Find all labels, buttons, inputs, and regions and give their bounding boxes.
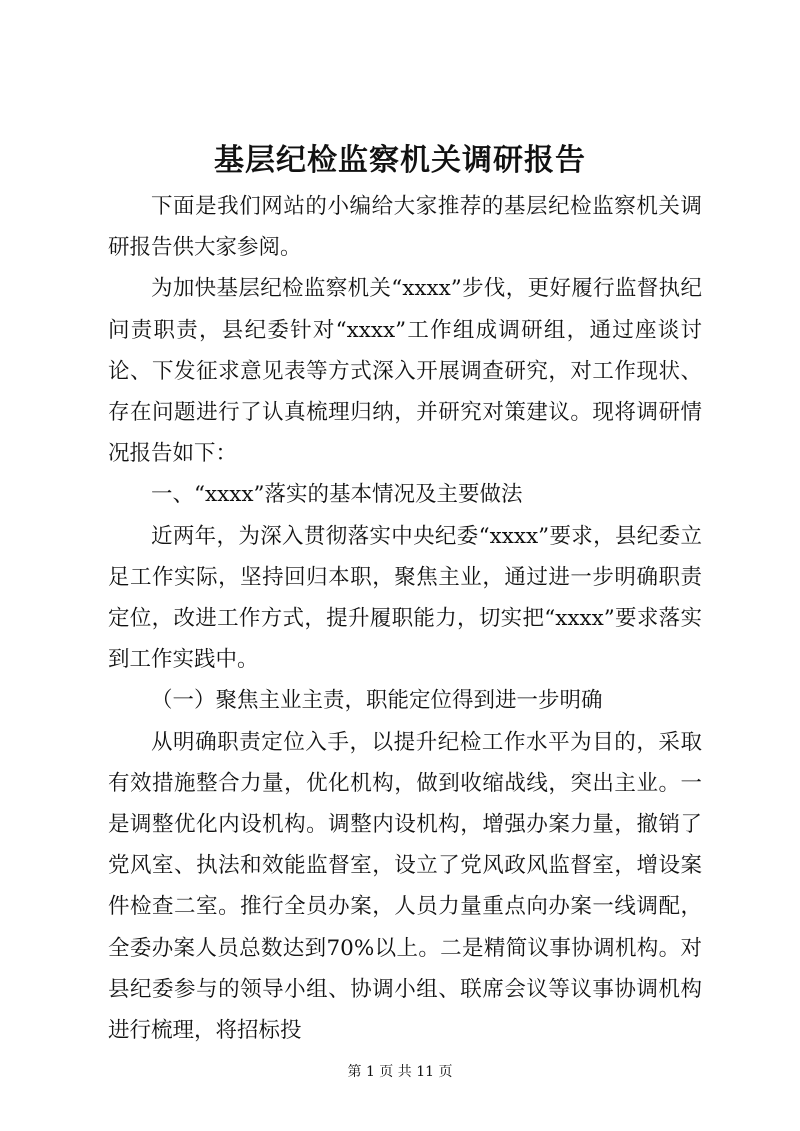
paragraph-purpose: 为加快基层纪检监察机关“xxxx”步伐，更好履行监督执纪问责职责，县纪委针对“xxxx”工作组成调研组，通过座谈讨论、下发征求意见表等方式深入开展调查研究，对工作现状、存在问题进行了认真梳理归纳，并研究对策建议。现将调研情况报告如下：: [108, 276, 702, 467]
document-title: 基层纪检监察机关调研报告: [214, 143, 586, 178]
document-body: [108, 186, 702, 1051]
subsection-heading-1: （一）聚焦主业主责，职能定位得到进一步明确: [151, 688, 603, 714]
section-heading-1: 一、“xxxx”落实的基本情况及主要做法: [151, 482, 523, 508]
paragraph-measures: 从明确职责定位入手，以提升纪检工作水平为目的，采取有效措施整合力量，优化机构，做到收缩战线，突出主业。一是调整优化内设机构。调整内设机构，增强办案力量，撤销了党风室、执法和效能监督室，设立了党风政风监督室，增设案件检查二室。推行全员办案，人员力量重点向办案一线调配，全委办案人员总数达到70%以上。二是精简议事协调机构。对县纪委参与的领导小组、协调小组、联席会议等议事协调机构进行梳理，将招标投: [108, 729, 702, 1044]
paragraph-intro: 下面是我们网站的小编给大家推荐的基层纪检监察机关调研报告供大家参阅。: [108, 194, 702, 261]
paragraph-overview: 近两年，为深入贯彻落实中央纪委“xxxx”要求，县纪委立足工作实际，坚持回归本职，聚焦主业，通过进一步明确职责定位，改进工作方式，提升履职能力，切实把“xxxx”要求落实到工作实践中。: [108, 523, 702, 673]
page-footer: 第 1 页 共 11 页: [347, 1064, 453, 1080]
